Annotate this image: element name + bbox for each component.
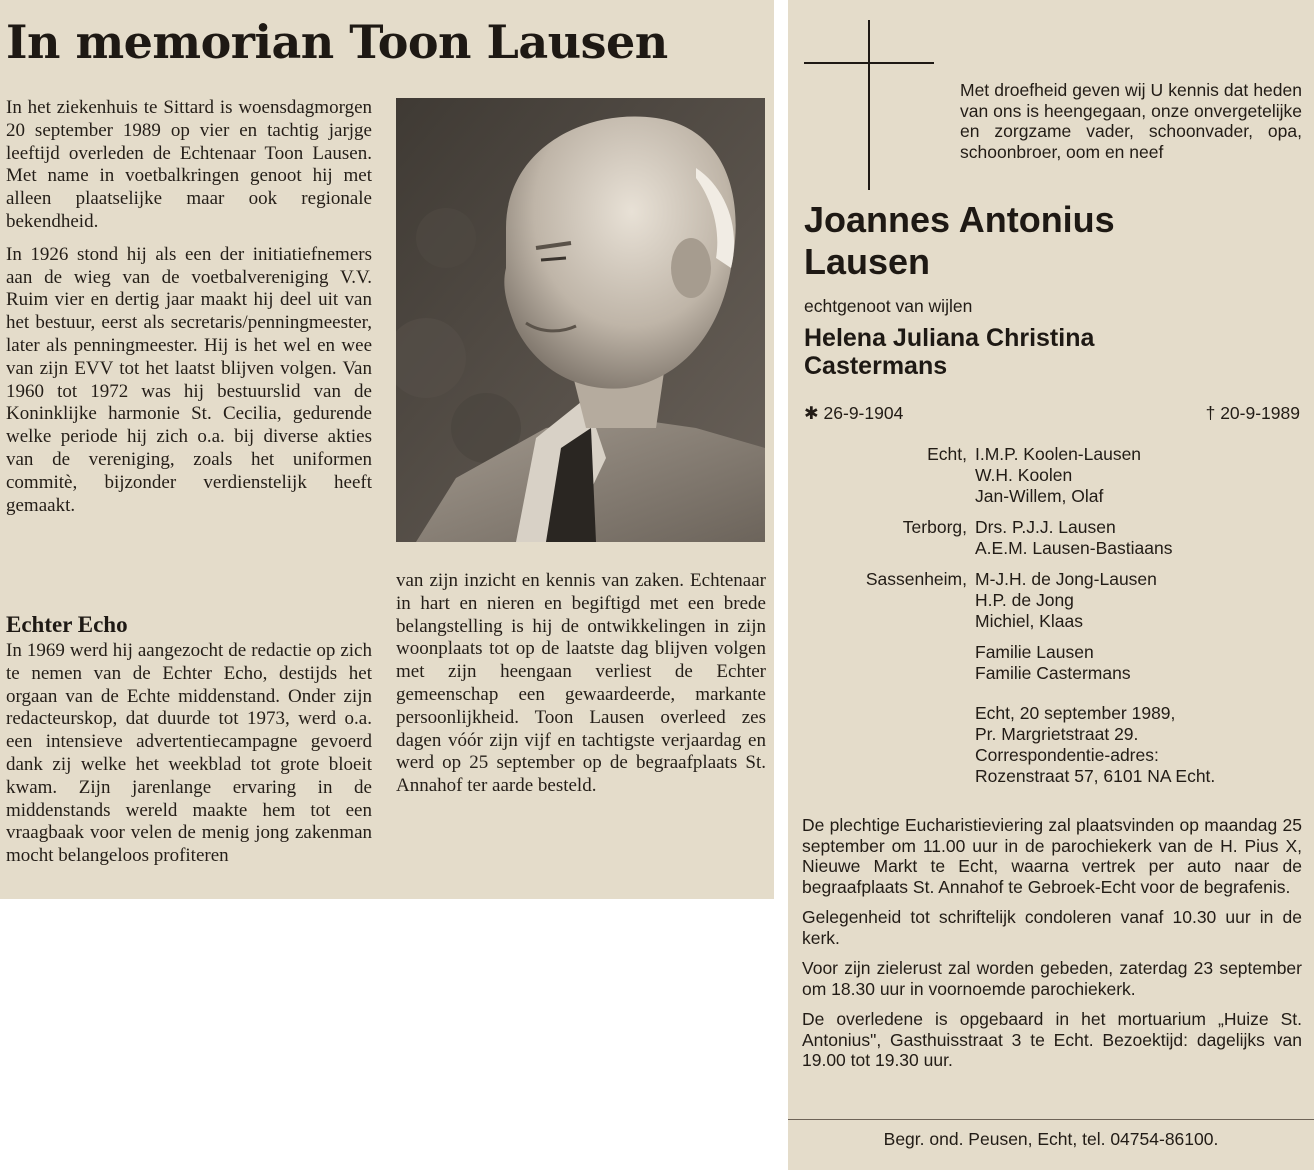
address-line: Pr. Margrietstraat 29.: [975, 724, 1139, 744]
family-group: [788, 642, 1314, 684]
family-member: I.M.P. Koolen-Lausen: [975, 444, 1142, 464]
article-paragraph: In 1969 werd hij aangezocht de redactie op zich te nemen van de Echter Echo, destijds het orgaan van de Echte middenstand. Onder zijn redacteurskop, dat duurde tot 1973, werd o.a. een intensieve advertentiecampagne gevoerd dank zij welke het weekblad tot grote bloeit kwam. Zijn jarenlange ervaring in de middenstands wereld maakte hem tot een vraagbaak voor velen de menig jong zakenman mocht belangeloos profiteren: [6, 640, 372, 867]
article-paragraph: In 1926 stond hij als een der initiatiefnemers aan de wieg van de voetbalvereniging V.V. Ruim vier en dertig jaar maakt hij deel uit van het bestuur, eerst als secretaris/penningmeester, later als penningmeester. Hij is het wel en wee van zijn EVV tot het laatst blijven volgen. Van 1960 tot 1972 was hij bestuurslid van de Koninklijke harmonie St. Cecilia, gedurende welke periode hij zich o.a. bij diverse akties van de vereniging, zoals het uniformen commitè, bijzonder verdienstelijk heeft gemaakt.: [6, 243, 372, 516]
cross-icon-bar: [804, 62, 934, 64]
spouse-name-line2: Castermans: [804, 352, 948, 380]
article-column-bottom-left: [6, 612, 372, 868]
spouse-name: [804, 324, 1304, 380]
family-group: [788, 517, 1314, 559]
address-line: Echt, 20 september 1989,: [975, 703, 1176, 723]
deceased-name-line1: Joannes Antonius: [804, 199, 1115, 240]
notice-details: [802, 815, 1302, 1081]
family-member: M-J.H. de Jong-Lausen: [975, 569, 1157, 589]
deceased-name: [804, 199, 1304, 283]
deceased-name-line2: Lausen: [804, 241, 931, 282]
notice-paragraph: Gelegenheid tot schriftelijk condoleren vanaf 10.30 uur in de kerk.: [802, 907, 1302, 948]
undertaker-line: Begr. ond. Peusen, Echt, tel. 04754-86100.: [788, 1119, 1314, 1149]
family-list: [788, 444, 1314, 694]
spouse-label: echtgenoot van wijlen: [804, 296, 973, 316]
death-notice: [788, 0, 1314, 1170]
address-line: Correspondentie-adres:: [975, 745, 1159, 765]
article-headline: In memorian Toon Lausen: [6, 15, 668, 69]
notice-paragraph: Voor zijn zielerust zal worden gebeden, zaterdag 23 september om 18.30 uur in voornoemde parochiekerk.: [802, 958, 1302, 999]
family-place: Terborg,: [902, 517, 967, 537]
birth-date: ✱ 26-9-1904: [804, 403, 904, 423]
family-group: [788, 444, 1314, 507]
family-member: Familie Castermans: [975, 663, 1131, 683]
notice-paragraph: De overledene is opgebaard in het mortuarium „Huize St. Antonius", Gasthuisstraat 3 te Echt. Bezoektijd: dagelijks van 19.00 tot 19.30 uur.: [802, 1009, 1302, 1070]
family-member: Drs. P.J.J. Lausen: [975, 517, 1116, 537]
spouse-name-line1: Helena Juliana Christina: [804, 324, 1095, 352]
family-member: Familie Lausen: [975, 642, 1094, 662]
portrait-image: [396, 98, 765, 542]
article-column-bottom-right: [396, 570, 766, 798]
article-paragraph: van zijn inzicht en kennis van zaken. Echtenaar in hart en nieren en begiftigd met een brede belangstelling is hij de ontwikkelingen in zijn woonplaats tot op de laatste dag blijven volgen met zijn heengaan verliest de Echter gemeenschap een gewaardeerde, markante persoonlijkheid. Toon Lausen overleed zes dagen vóór zijn vijf en tachtigste verjaardag en werd op 25 september op de begraafplaats St. Annahof ter aarde besteld.: [396, 570, 766, 797]
article-column-top: [6, 97, 372, 517]
family-member: Jan-Willem, Olaf: [975, 486, 1104, 506]
family-place: Echt,: [927, 444, 967, 464]
address-line: Rozenstraat 57, 6101 NA Echt.: [975, 766, 1216, 786]
article-paragraph: In het ziekenhuis te Sittard is woensdagmorgen 20 september 1989 op vier en tachtig jarjge leeftijd overleden de Echtenaar Toon Lausen. Met name in voetbalkringen genoot hij met alleen plaatselijke maar ook regionale bekendheid.: [6, 97, 372, 232]
death-date: † 20-9-1989: [1205, 403, 1300, 423]
article-subhead: Echter Echo: [6, 612, 128, 637]
family-place: Sassenheim,: [865, 569, 967, 589]
address-block: [975, 703, 1215, 787]
cross-icon: [868, 20, 870, 190]
family-member: Michiel, Klaas: [975, 611, 1083, 631]
family-member: A.E.M. Lausen-Bastiaans: [975, 538, 1173, 558]
notice-paragraph: De plechtige Eucharistieviering zal plaatsvinden op maandag 25 september om 11.00 uur in de parochiekerk van de H. Pius X, Nieuwe Markt te Echt, waarna vertrek per auto naar de begraafplaats St. Annahof te Gebroek-Echt voor de begrafenis.: [802, 815, 1302, 897]
family-member: H.P. de Jong: [975, 590, 1074, 610]
notice-intro: Met droefheid geven wij U kennis dat heden van ons is heengegaan, onze onvergetelijke en zorgzame vader, schoonvader, opa, schoonbroer, oom en neef: [960, 80, 1302, 162]
memorial-article: [0, 0, 774, 899]
family-member: W.H. Koolen: [975, 465, 1073, 485]
portrait-photo: [396, 98, 765, 542]
family-group: [788, 569, 1314, 632]
